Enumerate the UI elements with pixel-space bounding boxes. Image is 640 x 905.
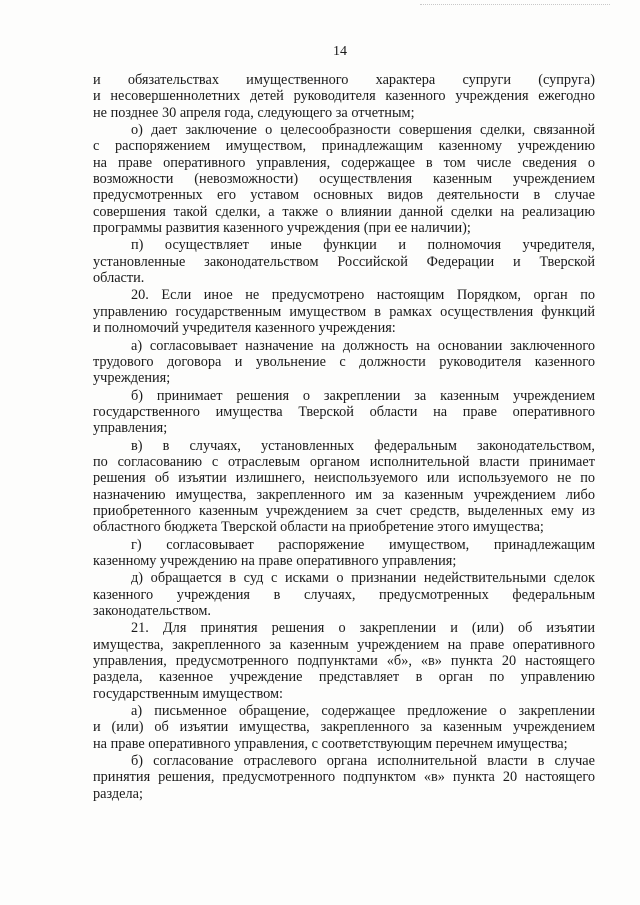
paragraph-p-20d <box>93 570 595 619</box>
text-line: и обязательствах имущественного характера супруги (супруга) <box>93 72 595 88</box>
text-line: трудового договора и увольнение с должности руководителя казенного <box>93 353 595 370</box>
document-body <box>93 72 595 803</box>
paragraph-p-21b <box>93 753 595 802</box>
text-line: и (или) об изъятии имущества, закрепленного за казенным учреждением <box>93 719 595 736</box>
text-line: учреждения; <box>93 370 171 387</box>
text-line: раздела; <box>93 785 143 802</box>
text-line: 21. Для принятия решения о закреплении и (или) об изъятии <box>131 620 595 637</box>
paragraph-p-20b <box>93 388 595 437</box>
paragraph-p-20a <box>93 338 595 387</box>
scan-artifact <box>420 4 610 6</box>
text-line: 20. Если иное не предусмотрено настоящим Порядком, орган по <box>131 287 595 304</box>
text-line: и несовершеннолетних детей руководителя казенного учреждения ежегодно <box>93 88 595 105</box>
text-line: и полномочий учредителя казенного учреждения: <box>93 320 396 337</box>
paragraph-p-21 <box>93 620 595 702</box>
text-line: законодательством. <box>93 603 211 619</box>
text-line: управлению государственным имуществом в рамках осуществления функций <box>93 303 595 320</box>
text-line: предусмотренных его уставом основных видов деятельности в случае <box>93 187 595 204</box>
text-line: совершения такой сделки, а также о влиянии данной сделки на реализацию <box>93 203 595 220</box>
text-line: а) письменное обращение, содержащее предложение о закреплении <box>131 703 595 720</box>
text-line: государственного имущества Тверской области на праве оперативного <box>93 403 595 420</box>
paragraph-p-20g <box>93 537 595 570</box>
text-line: а) согласовывает назначение на должность на основании заключенного <box>131 337 595 354</box>
text-line: государственным имуществом: <box>93 685 284 702</box>
text-line: установленные законодательством Российской Федерации и Тверской <box>93 253 595 270</box>
text-line: области. <box>93 270 145 287</box>
paragraph-p-21a <box>93 703 595 752</box>
text-line: программы развития казенного учреждения (при ее наличии); <box>93 220 471 237</box>
text-line: решения об изъятии излишнего, неиспользуемого или используемого не по <box>93 470 595 487</box>
text-line: п) осуществляет иные функции и полномочия учредителя, <box>131 237 595 254</box>
paragraph-p-p <box>93 237 595 286</box>
page-number: 14 <box>333 44 347 59</box>
text-line: возможности (невозможности) осуществления казенным учреждением <box>93 171 595 188</box>
text-line: казенному учреждению на праве оперативного управления; <box>93 552 457 569</box>
text-line: по согласованию с отраслевым органом исполнительной власти принимает <box>93 453 595 470</box>
text-line: о) дает заключение о целесообразности совершения сделки, связанной <box>131 122 595 139</box>
text-line: имущества, закрепленного за казенным учреждением на праве оперативного <box>93 636 595 653</box>
text-line: б) принимает решения о закреплении за казенным учреждением <box>131 387 595 404</box>
text-line: б) согласование отраслевого органа исполнительной власти в случае <box>131 753 595 770</box>
text-line: не позднее 30 апреля года, следующего за отчетным; <box>93 104 415 121</box>
text-line: г) согласовывает распоряжение имуществом, принадлежащим <box>131 536 595 553</box>
text-line: раздела, казенное учреждение представляет в орган по управлению <box>93 669 595 686</box>
text-line: на праве оперативного управления, с соответствующим перечнем имущества; <box>93 735 568 752</box>
paragraph-p-o <box>93 122 595 236</box>
paragraph-p-20 <box>93 287 595 336</box>
text-line: на праве оперативного управления, содержащее в том числе сведения о <box>93 154 595 171</box>
text-line: с распоряжением имуществом, принадлежащим казенному учреждению <box>93 138 595 155</box>
text-line: управления, предусмотренного подпунктами «б», «в» пункта 20 настоящего <box>93 653 595 670</box>
paragraph-p-20v <box>93 438 595 536</box>
text-line: д) обращается в суд с исками о признании недействительными сделок <box>131 570 595 587</box>
text-line: приобретенного казенным учреждением за счет средств, выделенных ему из <box>93 502 595 519</box>
text-line: управления; <box>93 420 168 437</box>
paragraph-p-cont <box>93 72 595 121</box>
text-line: областного бюджета Тверской области на приобретение этого имущества; <box>93 519 544 536</box>
text-line: принятия решения, предусмотренного подпунктом «в» пункта 20 настоящего <box>93 769 595 786</box>
text-line: назначению имущества, закрепленного им за казенным учреждением либо <box>93 486 595 503</box>
text-line: в) в случаях, установленных федеральным законодательством, <box>131 437 595 454</box>
text-line: казенного учреждения в случаях, предусмотренных федеральным <box>93 586 595 603</box>
